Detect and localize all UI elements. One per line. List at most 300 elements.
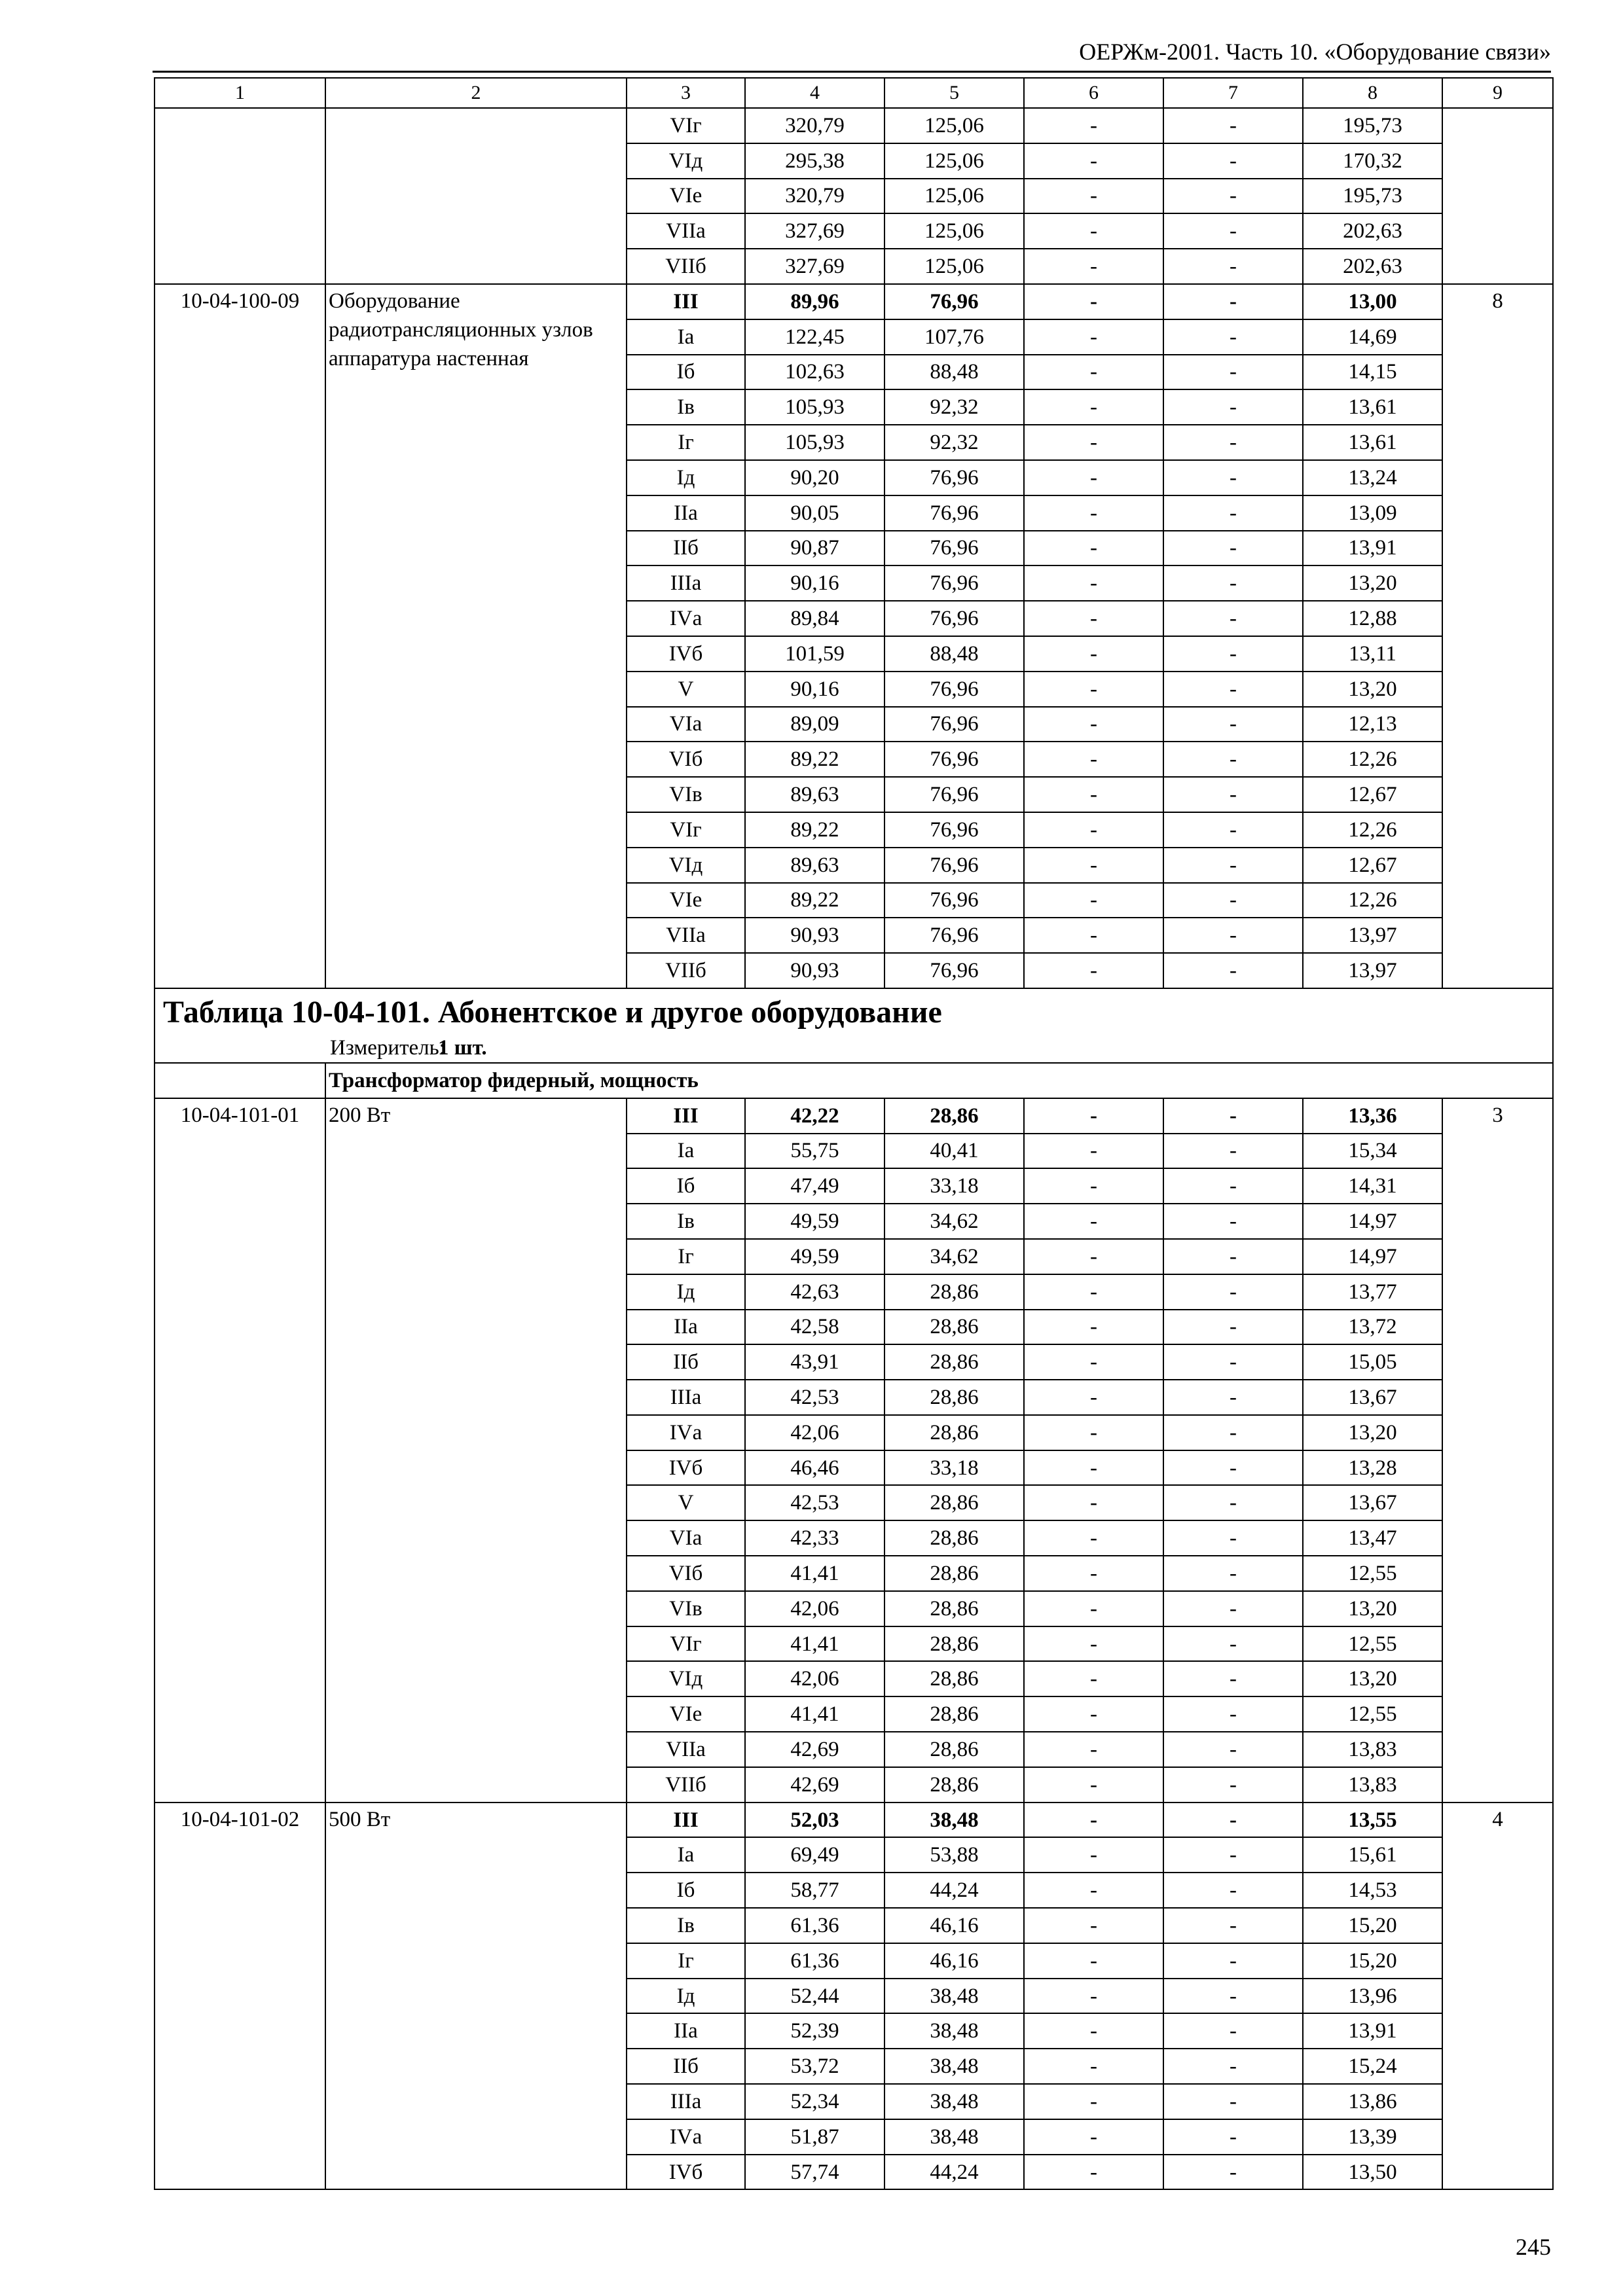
- value-cell-c6: -: [1024, 284, 1163, 319]
- value-cell-c8: 13,77: [1303, 1274, 1442, 1310]
- value-cell-c4: 46,46: [745, 1450, 884, 1486]
- value-cell-c4: 52,39: [745, 2013, 884, 2049]
- value-cell-c7: -: [1163, 1098, 1303, 1134]
- zone-cell: VIд: [627, 848, 745, 883]
- value-cell-c4: 90,05: [745, 495, 884, 531]
- value-cell-c8: 14,69: [1303, 319, 1442, 355]
- value-cell-c5: 92,32: [884, 389, 1024, 425]
- value-cell-c6: -: [1024, 1450, 1163, 1486]
- value-cell-c5: 46,16: [884, 1908, 1024, 1943]
- value-cell-c5: 28,86: [884, 1767, 1024, 1803]
- zone-cell: IIб: [627, 531, 745, 566]
- zone-cell: V: [627, 672, 745, 707]
- value-cell-c7: -: [1163, 1696, 1303, 1732]
- value-cell-c6: -: [1024, 1873, 1163, 1908]
- value-cell-c8: 13,86: [1303, 2084, 1442, 2119]
- value-cell-c7: -: [1163, 1943, 1303, 1979]
- zone-cell: VIг: [627, 1626, 745, 1662]
- value-cell-c5: 76,96: [884, 742, 1024, 777]
- value-cell-c6: -: [1024, 1239, 1163, 1274]
- value-cell-c7: -: [1163, 1979, 1303, 2014]
- col9-cell: 4: [1442, 1803, 1553, 2190]
- value-cell-c5: 88,48: [884, 355, 1024, 390]
- value-cell-c8: 13,28: [1303, 1450, 1442, 1486]
- zone-cell: Iд: [627, 1274, 745, 1310]
- value-cell-c4: 47,49: [745, 1168, 884, 1204]
- value-cell-c5: 28,86: [884, 1732, 1024, 1767]
- zone-cell: III: [627, 284, 745, 319]
- value-cell-c5: 76,96: [884, 531, 1024, 566]
- value-cell-c4: 41,41: [745, 1696, 884, 1732]
- value-cell-c5: 28,86: [884, 1485, 1024, 1520]
- value-cell-c5: 76,96: [884, 565, 1024, 601]
- name-cell: Оборудование радиотрансляционных узлов аппаратура настенная: [325, 284, 627, 988]
- section-title: Таблица 10-04-101. Абонентское и другое оборудование: [163, 994, 942, 1030]
- value-cell-c6: -: [1024, 2013, 1163, 2049]
- zone-cell: III: [627, 1098, 745, 1134]
- value-cell-c7: -: [1163, 565, 1303, 601]
- value-cell-c5: 76,96: [884, 953, 1024, 988]
- value-cell-c7: -: [1163, 2155, 1303, 2190]
- page-header-title: ОЕРЖм-2001. Часть 10. «Оборудование связи»: [1079, 39, 1551, 65]
- value-cell-c5: 28,86: [884, 1274, 1024, 1310]
- value-cell-c6: -: [1024, 1732, 1163, 1767]
- value-cell-c7: -: [1163, 777, 1303, 812]
- value-cell-c7: -: [1163, 883, 1303, 918]
- value-cell-c5: 28,86: [884, 1591, 1024, 1626]
- value-cell-c8: 12,67: [1303, 848, 1442, 883]
- zone-cell: Iв: [627, 389, 745, 425]
- zone-cell: VIа: [627, 707, 745, 742]
- value-cell-c8: 12,88: [1303, 601, 1442, 636]
- zone-cell: IIIа: [627, 2084, 745, 2119]
- value-cell-c5: 76,96: [884, 848, 1024, 883]
- value-cell-c4: 42,06: [745, 1415, 884, 1450]
- value-cell-c4: 57,74: [745, 2155, 884, 2190]
- value-cell-c4: 42,69: [745, 1732, 884, 1767]
- value-cell-c6: -: [1024, 883, 1163, 918]
- zone-cell: IIа: [627, 495, 745, 531]
- value-cell-c6: -: [1024, 531, 1163, 566]
- zone-cell: IIб: [627, 2049, 745, 2084]
- zone-cell: Iа: [627, 1134, 745, 1169]
- value-cell-c8: 12,26: [1303, 883, 1442, 918]
- value-cell-c4: 320,79: [745, 179, 884, 214]
- value-cell-c7: -: [1163, 108, 1303, 143]
- value-cell-c4: 42,63: [745, 1274, 884, 1310]
- value-cell-c5: 28,86: [884, 1556, 1024, 1591]
- value-cell-c6: -: [1024, 1626, 1163, 1662]
- zone-cell: IIа: [627, 1310, 745, 1345]
- value-cell-c7: -: [1163, 2119, 1303, 2155]
- value-cell-c8: 13,91: [1303, 531, 1442, 566]
- value-cell-c6: -: [1024, 2049, 1163, 2084]
- value-cell-c4: 101,59: [745, 636, 884, 672]
- value-cell-c8: 15,24: [1303, 2049, 1442, 2084]
- value-cell-c4: 122,45: [745, 319, 884, 355]
- value-cell-c4: 52,44: [745, 1979, 884, 2014]
- value-cell-c4: 52,34: [745, 2084, 884, 2119]
- value-cell-c8: 12,55: [1303, 1696, 1442, 1732]
- value-cell-c6: -: [1024, 1310, 1163, 1345]
- value-cell-c8: 13,11: [1303, 636, 1442, 672]
- column-number: 2: [325, 78, 627, 108]
- value-cell-c4: 49,59: [745, 1239, 884, 1274]
- value-cell-c5: 28,86: [884, 1380, 1024, 1415]
- zone-cell: VIе: [627, 179, 745, 214]
- value-cell-c8: 202,63: [1303, 249, 1442, 284]
- value-cell-c4: 89,63: [745, 848, 884, 883]
- value-cell-c5: 38,48: [884, 2084, 1024, 2119]
- value-cell-c5: 88,48: [884, 636, 1024, 672]
- value-cell-c6: -: [1024, 1943, 1163, 1979]
- value-cell-c7: -: [1163, 1344, 1303, 1380]
- value-cell-c7: -: [1163, 284, 1303, 319]
- value-cell-c6: -: [1024, 179, 1163, 214]
- value-cell-c7: -: [1163, 2013, 1303, 2049]
- zone-cell: VIб: [627, 742, 745, 777]
- value-cell-c4: 55,75: [745, 1134, 884, 1169]
- value-cell-c6: -: [1024, 953, 1163, 988]
- value-cell-c4: 102,63: [745, 355, 884, 390]
- value-cell-c8: 13,67: [1303, 1380, 1442, 1415]
- value-cell-c5: 53,88: [884, 1837, 1024, 1873]
- value-cell-c5: 38,48: [884, 1979, 1024, 2014]
- value-cell-c5: 28,86: [884, 1520, 1024, 1556]
- value-cell-c8: 14,53: [1303, 1873, 1442, 1908]
- value-cell-c4: 89,63: [745, 777, 884, 812]
- name-cell: [325, 108, 627, 284]
- value-cell-c6: -: [1024, 1767, 1163, 1803]
- column-number: 4: [745, 78, 884, 108]
- value-cell-c6: -: [1024, 742, 1163, 777]
- zone-cell: Iб: [627, 1873, 745, 1908]
- value-cell-c6: -: [1024, 1168, 1163, 1204]
- zone-cell: VIIб: [627, 1767, 745, 1803]
- value-cell-c4: 90,93: [745, 953, 884, 988]
- value-cell-c7: -: [1163, 953, 1303, 988]
- value-cell-c4: 89,84: [745, 601, 884, 636]
- value-cell-c8: 13,83: [1303, 1732, 1442, 1767]
- value-cell-c7: -: [1163, 1661, 1303, 1696]
- value-cell-c7: -: [1163, 1732, 1303, 1767]
- value-cell-c5: 76,96: [884, 883, 1024, 918]
- code-cell: 10-04-101-01: [155, 1098, 325, 1803]
- value-cell-c5: 76,96: [884, 672, 1024, 707]
- value-cell-c8: 195,73: [1303, 179, 1442, 214]
- value-cell-c7: -: [1163, 1310, 1303, 1345]
- value-cell-c8: 13,72: [1303, 1310, 1442, 1345]
- value-cell-c7: -: [1163, 1908, 1303, 1943]
- value-cell-c4: 90,20: [745, 460, 884, 495]
- value-cell-c8: 12,55: [1303, 1556, 1442, 1591]
- zone-cell: VIв: [627, 1591, 745, 1626]
- zone-cell: Iа: [627, 319, 745, 355]
- value-cell-c8: 12,67: [1303, 777, 1442, 812]
- zone-cell: III: [627, 1803, 745, 1838]
- group-title-cell: Трансформатор фидерный, мощность: [325, 1063, 1553, 1098]
- code-cell: [155, 108, 325, 284]
- value-cell-c8: 12,26: [1303, 742, 1442, 777]
- value-cell-c5: 33,18: [884, 1450, 1024, 1486]
- measure-value: 1 шт.: [438, 1035, 487, 1060]
- value-cell-c6: -: [1024, 918, 1163, 953]
- value-cell-c5: 38,48: [884, 2119, 1024, 2155]
- zone-cell: Iа: [627, 1837, 745, 1873]
- value-cell-c8: 13,20: [1303, 1591, 1442, 1626]
- value-cell-c4: 89,22: [745, 742, 884, 777]
- value-cell-c5: 34,62: [884, 1239, 1024, 1274]
- value-cell-c8: 13,91: [1303, 2013, 1442, 2049]
- zone-cell: VIIб: [627, 249, 745, 284]
- value-cell-c7: -: [1163, 1485, 1303, 1520]
- value-cell-c6: -: [1024, 249, 1163, 284]
- value-cell-c6: -: [1024, 777, 1163, 812]
- value-cell-c4: 42,22: [745, 1098, 884, 1134]
- value-cell-c4: 295,38: [745, 143, 884, 179]
- value-cell-c8: 13,61: [1303, 389, 1442, 425]
- value-cell-c4: 42,06: [745, 1661, 884, 1696]
- zone-cell: IIб: [627, 1344, 745, 1380]
- value-cell-c4: 105,93: [745, 425, 884, 460]
- value-cell-c7: -: [1163, 848, 1303, 883]
- value-cell-c6: -: [1024, 601, 1163, 636]
- table-row: [155, 108, 1553, 143]
- value-cell-c8: 12,13: [1303, 707, 1442, 742]
- value-cell-c4: 89,96: [745, 284, 884, 319]
- value-cell-c7: -: [1163, 1837, 1303, 1873]
- value-cell-c4: 51,87: [745, 2119, 884, 2155]
- value-cell-c8: 12,55: [1303, 1626, 1442, 1662]
- zone-cell: IIа: [627, 2013, 745, 2049]
- column-number: 7: [1163, 78, 1303, 108]
- value-cell-c6: -: [1024, 319, 1163, 355]
- value-cell-c7: -: [1163, 495, 1303, 531]
- value-cell-c7: -: [1163, 636, 1303, 672]
- value-cell-c8: 195,73: [1303, 108, 1442, 143]
- column-number: 5: [884, 78, 1024, 108]
- column-number-row: [155, 78, 1553, 108]
- value-cell-c4: 89,22: [745, 812, 884, 848]
- value-cell-c8: 13,00: [1303, 284, 1442, 319]
- value-cell-c8: 13,67: [1303, 1485, 1442, 1520]
- value-cell-c7: -: [1163, 1134, 1303, 1169]
- value-cell-c8: 13,20: [1303, 672, 1442, 707]
- value-cell-c8: 13,97: [1303, 953, 1442, 988]
- value-cell-c6: -: [1024, 2084, 1163, 2119]
- value-cell-c8: 13,20: [1303, 1415, 1442, 1450]
- value-cell-c4: 90,16: [745, 672, 884, 707]
- value-cell-c5: 76,96: [884, 495, 1024, 531]
- value-cell-c5: 125,06: [884, 108, 1024, 143]
- value-cell-c5: 28,86: [884, 1415, 1024, 1450]
- value-cell-c4: 42,53: [745, 1485, 884, 1520]
- zone-cell: IVб: [627, 2155, 745, 2190]
- zone-cell: IIIа: [627, 565, 745, 601]
- value-cell-c4: 89,22: [745, 883, 884, 918]
- zone-cell: Iг: [627, 1239, 745, 1274]
- value-cell-c6: -: [1024, 812, 1163, 848]
- value-cell-c7: -: [1163, 249, 1303, 284]
- value-cell-c8: 13,50: [1303, 2155, 1442, 2190]
- value-cell-c6: -: [1024, 460, 1163, 495]
- value-cell-c6: -: [1024, 1485, 1163, 1520]
- value-cell-c4: 42,33: [745, 1520, 884, 1556]
- column-number: 8: [1303, 78, 1442, 108]
- value-cell-c6: -: [1024, 1908, 1163, 1943]
- value-cell-c6: -: [1024, 1204, 1163, 1239]
- zone-cell: VIв: [627, 777, 745, 812]
- value-cell-c8: 13,97: [1303, 918, 1442, 953]
- value-cell-c6: -: [1024, 636, 1163, 672]
- value-cell-c6: -: [1024, 1837, 1163, 1873]
- zone-cell: V: [627, 1485, 745, 1520]
- col9-cell: [1442, 108, 1553, 284]
- value-cell-c6: -: [1024, 565, 1163, 601]
- value-cell-c4: 61,36: [745, 1908, 884, 1943]
- value-cell-c8: 13,39: [1303, 2119, 1442, 2155]
- group-blank-cell: [155, 1063, 325, 1098]
- value-cell-c8: 13,96: [1303, 1979, 1442, 2014]
- value-cell-c6: -: [1024, 143, 1163, 179]
- value-cell-c8: 13,20: [1303, 1661, 1442, 1696]
- value-cell-c4: 53,72: [745, 2049, 884, 2084]
- section-title-cell: [155, 988, 1553, 1063]
- value-cell-c4: 90,16: [745, 565, 884, 601]
- value-cell-c8: 202,63: [1303, 213, 1442, 249]
- value-cell-c4: 41,41: [745, 1626, 884, 1662]
- zone-cell: VIIб: [627, 953, 745, 988]
- value-cell-c7: -: [1163, 143, 1303, 179]
- value-cell-c6: -: [1024, 1098, 1163, 1134]
- measure-line: [163, 1033, 1552, 1062]
- value-cell-c4: 42,69: [745, 1767, 884, 1803]
- value-cell-c7: -: [1163, 319, 1303, 355]
- column-number: 1: [155, 78, 325, 108]
- value-cell-c5: 76,96: [884, 812, 1024, 848]
- value-cell-c4: 89,09: [745, 707, 884, 742]
- value-cell-c7: -: [1163, 531, 1303, 566]
- value-cell-c7: -: [1163, 707, 1303, 742]
- value-cell-c5: 76,96: [884, 777, 1024, 812]
- value-cell-c4: 43,91: [745, 1344, 884, 1380]
- value-cell-c4: 320,79: [745, 108, 884, 143]
- col9-cell: 8: [1442, 284, 1553, 988]
- value-cell-c6: -: [1024, 1380, 1163, 1415]
- value-cell-c7: -: [1163, 742, 1303, 777]
- value-cell-c6: -: [1024, 108, 1163, 143]
- zone-cell: VIд: [627, 1661, 745, 1696]
- zone-cell: IVа: [627, 2119, 745, 2155]
- value-cell-c7: -: [1163, 389, 1303, 425]
- value-cell-c6: -: [1024, 1591, 1163, 1626]
- value-cell-c7: -: [1163, 1380, 1303, 1415]
- value-cell-c5: 46,16: [884, 1943, 1024, 1979]
- value-cell-c4: 61,36: [745, 1943, 884, 1979]
- value-cell-c6: -: [1024, 1979, 1163, 2014]
- value-cell-c7: -: [1163, 355, 1303, 390]
- value-cell-c5: 34,62: [884, 1204, 1024, 1239]
- table-row: [155, 1098, 1553, 1134]
- table-row: [155, 1803, 1553, 1838]
- value-cell-c5: 92,32: [884, 425, 1024, 460]
- value-cell-c5: 38,48: [884, 2049, 1024, 2084]
- value-cell-c7: -: [1163, 812, 1303, 848]
- value-cell-c8: 15,05: [1303, 1344, 1442, 1380]
- value-cell-c7: -: [1163, 1626, 1303, 1662]
- zone-cell: IIIа: [627, 1380, 745, 1415]
- value-cell-c6: -: [1024, 1803, 1163, 1838]
- value-cell-c5: 76,96: [884, 707, 1024, 742]
- value-cell-c7: -: [1163, 672, 1303, 707]
- value-cell-c5: 76,96: [884, 918, 1024, 953]
- value-cell-c5: 28,86: [884, 1696, 1024, 1732]
- value-cell-c6: -: [1024, 1274, 1163, 1310]
- zone-cell: VIг: [627, 812, 745, 848]
- value-cell-c4: 52,03: [745, 1803, 884, 1838]
- value-cell-c4: 327,69: [745, 213, 884, 249]
- value-cell-c7: -: [1163, 1873, 1303, 1908]
- value-cell-c4: 58,77: [745, 1873, 884, 1908]
- zone-cell: VIд: [627, 143, 745, 179]
- zone-cell: VIг: [627, 108, 745, 143]
- value-cell-c5: 33,18: [884, 1168, 1024, 1204]
- value-cell-c7: -: [1163, 2049, 1303, 2084]
- zone-cell: IVб: [627, 1450, 745, 1486]
- zone-cell: Iв: [627, 1204, 745, 1239]
- value-cell-c4: 105,93: [745, 389, 884, 425]
- value-cell-c7: -: [1163, 460, 1303, 495]
- code-cell: 10-04-101-02: [155, 1803, 325, 2190]
- value-cell-c5: 38,48: [884, 2013, 1024, 2049]
- value-cell-c8: 14,97: [1303, 1239, 1442, 1274]
- page-number: 245: [1516, 2234, 1551, 2260]
- value-cell-c5: 76,96: [884, 601, 1024, 636]
- value-cell-c7: -: [1163, 179, 1303, 214]
- column-number: 9: [1442, 78, 1553, 108]
- value-cell-c8: 13,83: [1303, 1767, 1442, 1803]
- value-cell-c6: -: [1024, 707, 1163, 742]
- zone-cell: Iд: [627, 460, 745, 495]
- zone-cell: Iг: [627, 425, 745, 460]
- value-cell-c8: 15,20: [1303, 1908, 1442, 1943]
- zone-cell: VIIа: [627, 918, 745, 953]
- value-cell-c8: 14,97: [1303, 1204, 1442, 1239]
- value-cell-c5: 40,41: [884, 1134, 1024, 1169]
- value-cell-c7: -: [1163, 1450, 1303, 1486]
- value-cell-c4: 69,49: [745, 1837, 884, 1873]
- value-cell-c5: 28,86: [884, 1310, 1024, 1345]
- value-cell-c6: -: [1024, 1344, 1163, 1380]
- value-cell-c6: -: [1024, 1415, 1163, 1450]
- zone-cell: Iд: [627, 1979, 745, 2014]
- value-cell-c4: 90,93: [745, 918, 884, 953]
- zone-cell: IVа: [627, 601, 745, 636]
- value-cell-c8: 15,34: [1303, 1134, 1442, 1169]
- value-cell-c6: -: [1024, 495, 1163, 531]
- zone-cell: Iб: [627, 355, 745, 390]
- value-cell-c8: 13,47: [1303, 1520, 1442, 1556]
- column-number: 3: [627, 78, 745, 108]
- value-cell-c8: 14,31: [1303, 1168, 1442, 1204]
- zone-cell: Iв: [627, 1908, 745, 1943]
- value-cell-c4: 327,69: [745, 249, 884, 284]
- group-title-row: [155, 1063, 1553, 1098]
- value-cell-c4: 49,59: [745, 1204, 884, 1239]
- col9-cell: 3: [1442, 1098, 1553, 1803]
- value-cell-c4: 42,58: [745, 1310, 884, 1345]
- value-cell-c5: 38,48: [884, 1803, 1024, 1838]
